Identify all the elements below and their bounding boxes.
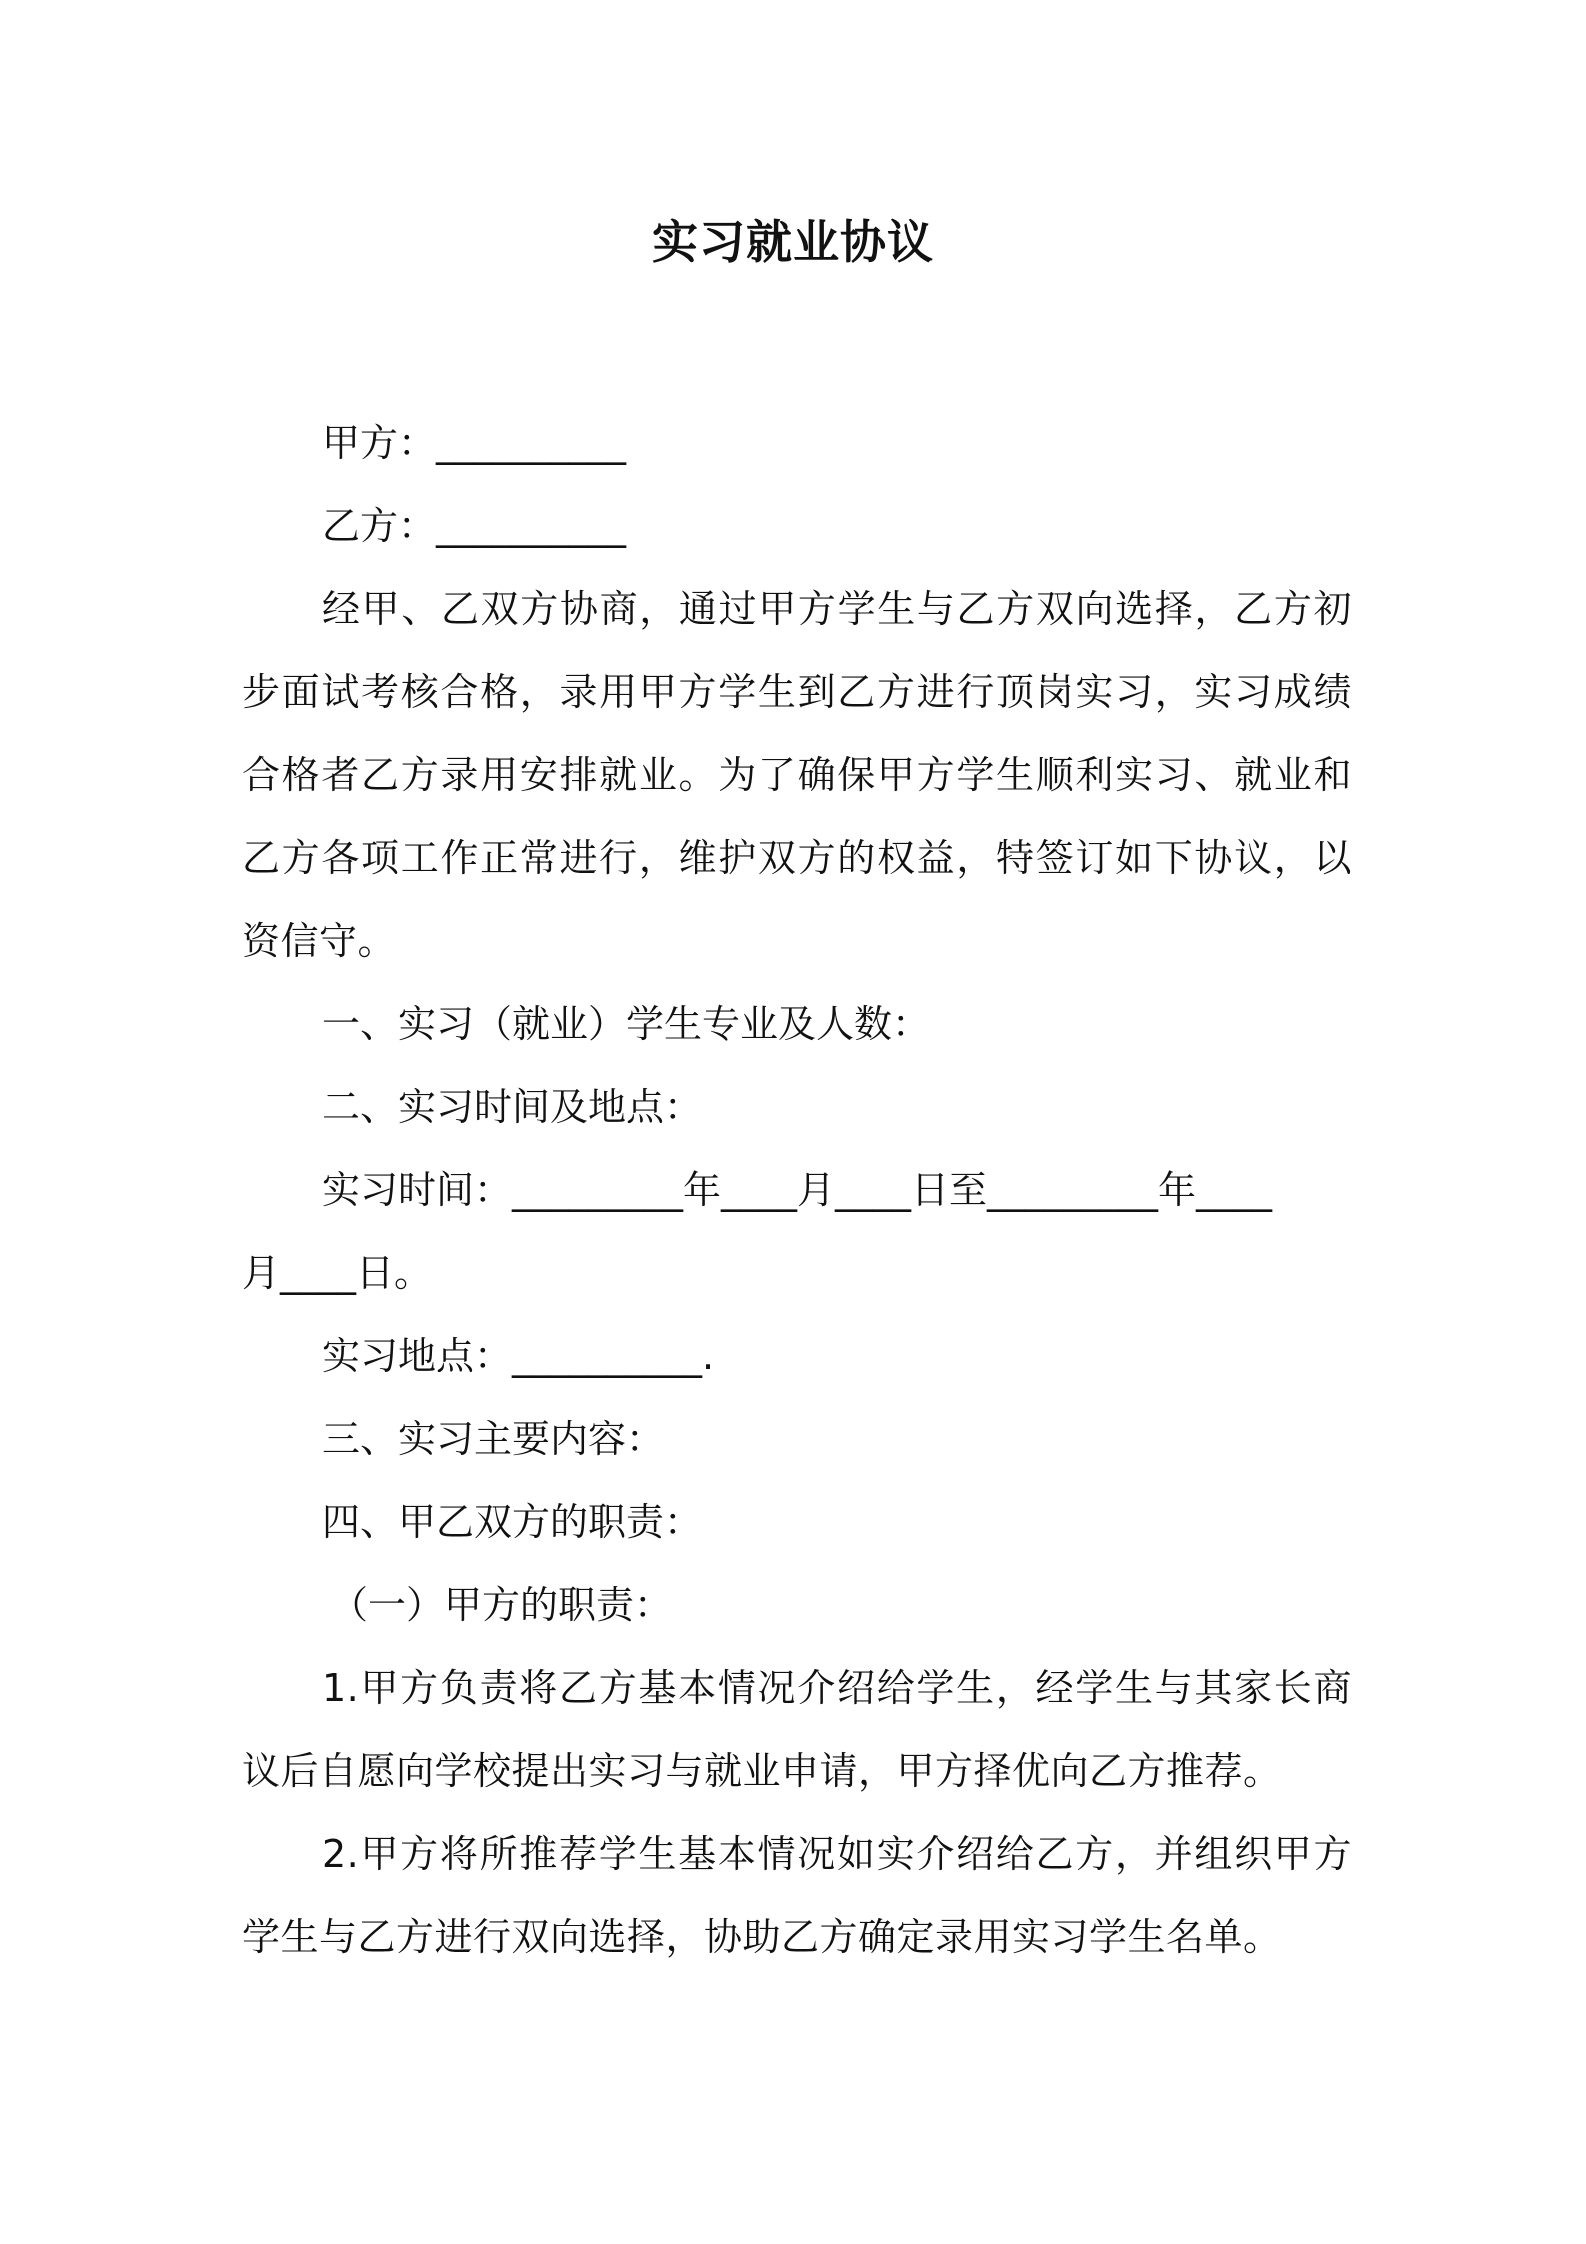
intro-paragraph: 经甲、乙双方协商，通过甲方学生与乙方双向选择，乙方初步面试考核合格，录用甲方学生到乙方进行顶岗实习，实习成绩合格者乙方录用安排就业。为了确保甲方学生顺利实习、就业和乙方各项工作正常进行，维护双方的权益，特签订如下协议，以资信守。 xyxy=(242,587,1352,963)
duty-paragraph-1: 1.甲方负责将乙方基本情况介绍给学生，经学生与其家长商议后自愿向学校提出实习与就业申请，甲方择优向乙方推荐。 xyxy=(242,1666,1352,1793)
party-b-line: 乙方：__________ xyxy=(322,504,627,548)
section-heading-4: 四、甲乙双方的职责： xyxy=(322,1500,703,1544)
document-title: 实习就业协议 xyxy=(652,215,934,269)
subsection-heading-1: （一）甲方的职责： xyxy=(330,1583,673,1627)
document-body xyxy=(242,402,1352,1979)
party-a-line: 甲方：__________ xyxy=(322,421,627,465)
internship-place-line: 实习地点：__________. xyxy=(322,1334,715,1378)
internship-time-line: 实习时间：_________年____月____日至_________年____ xyxy=(322,1168,1273,1212)
section-heading-1: 一、实习（就业）学生专业及人数： xyxy=(322,1002,931,1046)
section-heading-3: 三、实习主要内容： xyxy=(322,1417,665,1461)
internship-time-continued: 月____日。 xyxy=(242,1251,433,1295)
duty-paragraph-2: 2.甲方将所推荐学生基本情况如实介绍给乙方，并组织甲方学生与乙方进行双向选择，协助乙方确定录用实习学生名单。 xyxy=(242,1832,1352,1959)
section-heading-2: 二、实习时间及地点： xyxy=(322,1085,703,1129)
